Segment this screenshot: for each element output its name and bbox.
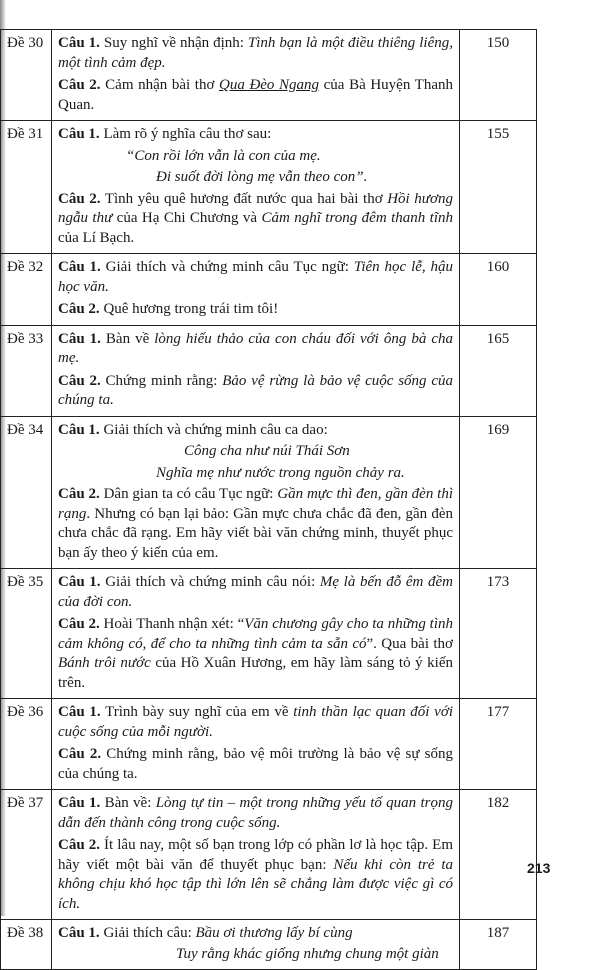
verse-line: Công cha như núi Thái Sơn xyxy=(184,443,350,459)
table-row xyxy=(1,30,537,121)
verse-line: “Con rồi lớn vẫn là con của mẹ. xyxy=(126,147,321,164)
exam-number: Đề 37 xyxy=(1,790,52,920)
question-2: Câu 2. Tình yêu quê hương đất nước qua hai bài thơ Hồi hương ngẫu thư của Hạ Chi Chương và Cảm nghĩ trong đêm thanh tĩnh của Lí Bạch. xyxy=(58,190,453,246)
exam-number: Đề 30 xyxy=(1,30,52,121)
question-1: Câu 1. Làm rõ ý nghĩa câu thơ sau: xyxy=(58,126,272,142)
page-ref: 173 xyxy=(460,569,537,699)
page-ref: 165 xyxy=(460,325,537,416)
page-ref: 169 xyxy=(460,416,537,569)
table-row xyxy=(1,325,537,416)
table-row xyxy=(1,416,537,569)
exam-number: Đề 36 xyxy=(1,699,52,790)
exam-number: Đề 35 xyxy=(1,569,52,699)
question-2: Câu 2. Ít lâu nay, một số bạn trong lớp có phần lơ là học tập. Em hãy viết một bài văn để thuyết phục bạn: Nếu khi còn trẻ ta không chịu khó học tập thì lớn lên sẽ chẳng làm được việc gì có ích. xyxy=(58,837,453,912)
verse-line: Đi suốt đời lòng mẹ vẫn theo con”. xyxy=(156,169,368,185)
exam-number: Đề 38 xyxy=(1,920,52,970)
question-1: Câu 1. Suy nghĩ về nhận định: Tình bạn là một điều thiêng liêng, một tình cảm đẹp. xyxy=(58,35,453,71)
verse-line: Nghĩa mẹ như nước trong nguồn chảy ra. xyxy=(156,464,405,481)
verse-line: Tuy rằng khác giống nhưng chung một giàn xyxy=(176,945,439,962)
exam-number: Đề 33 xyxy=(1,325,52,416)
question-2: Câu 2. Cảm nhận bài thơ Qua Đèo Ngang của Bà Huyện Thanh Quan. xyxy=(58,77,453,113)
table-row xyxy=(1,121,537,254)
exam-number: Đề 31 xyxy=(1,121,52,254)
question-1: Câu 1. Trình bày suy nghĩ của em về tinh thần lạc quan đối với cuộc sống của mỗi người. xyxy=(58,704,454,740)
page-number: 213 xyxy=(527,860,551,876)
table-row xyxy=(1,790,537,920)
table-row xyxy=(1,699,537,790)
question-1: Câu 1. Bàn về: Lòng tự tin – một trong những yếu tố quan trọng dẫn đến thành công trong cuộc sống. xyxy=(58,795,453,831)
page-ref: 160 xyxy=(460,254,537,326)
question-2: Câu 2. Quê hương trong trái tim tôi! xyxy=(58,301,279,317)
question-1: Câu 1. Giải thích và chứng minh câu ca dao: xyxy=(58,421,328,438)
question-1: Câu 1. Giải thích và chứng minh câu Tục ngữ: Tiên học lễ, hậu học văn. xyxy=(58,259,454,295)
question-1: Câu 1. Giải thích và chứng minh câu nói: Mẹ là bến đỗ êm đềm của đời con. xyxy=(58,574,453,610)
question-1: Câu 1. Bàn về lòng hiếu thảo của con cháu đối với ông bà cha mẹ. xyxy=(58,330,453,366)
question-2: Câu 2. Hoài Thanh nhận xét: “Văn chương gây cho ta những tình cảm không có, để cho ta những tình cảm ta sẵn có”. Qua bài thơ Bánh trôi nước của Hồ Xuân Hương, em hãy làm sáng tỏ ý kiến trên. xyxy=(58,616,454,691)
table-row xyxy=(1,920,537,970)
page-ref: 187 xyxy=(460,920,537,970)
page-ref: 177 xyxy=(460,699,537,790)
exam-number: Đề 32 xyxy=(1,254,52,326)
question-2: Câu 2. Chứng minh rằng: Bảo vệ rừng là bảo vệ cuộc sống của chúng ta. xyxy=(58,372,453,408)
page-ref: 155 xyxy=(460,121,537,254)
question-1: Câu 1. Giải thích câu: Bầu ơi thương lấy bí cùng xyxy=(58,925,353,941)
page-ref: 182 xyxy=(460,790,537,920)
exam-number: Đề 34 xyxy=(1,416,52,569)
page-ref: 150 xyxy=(460,30,537,121)
exam-topics-table xyxy=(0,29,537,970)
question-2: Câu 2. Dân gian ta có câu Tục ngữ: Gần mực thì đen, gần đèn thì rạng. Nhưng có bạn lại bảo: Gần mực chưa chắc đã đen, gần đèn chưa chắc đã rạng. Em hãy viết bài văn chứng minh, thuyết phục bạn ấy theo ý kiến của em. xyxy=(58,486,453,561)
question-2: Câu 2. Chứng minh rằng, bảo vệ môi trường là bảo vệ sự sống của chúng ta. xyxy=(58,746,454,782)
table-row xyxy=(1,254,537,326)
table-row xyxy=(1,569,537,699)
